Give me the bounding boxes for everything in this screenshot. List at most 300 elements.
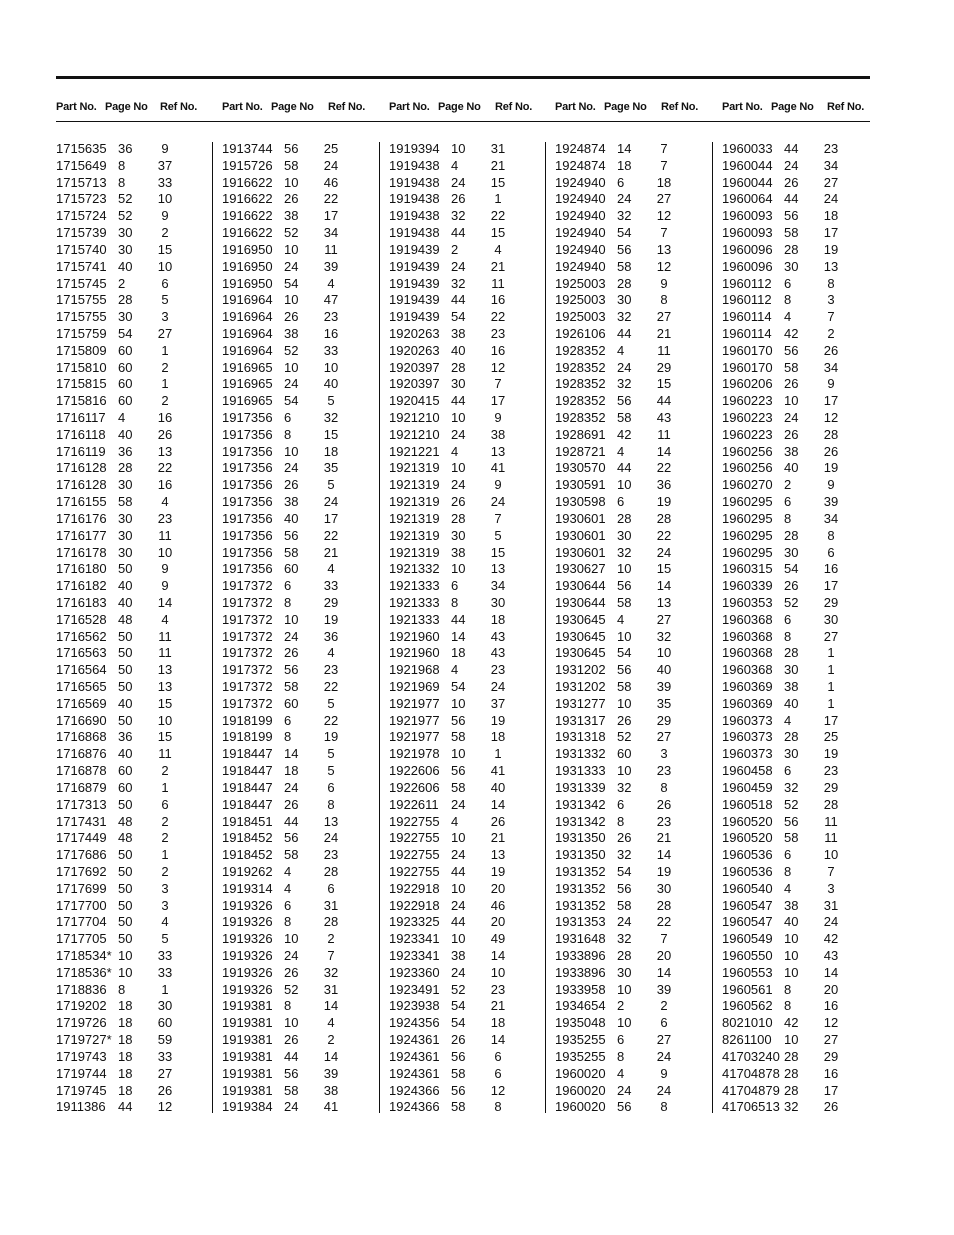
ref-number: 40 (323, 376, 339, 392)
page-number: 60 (118, 342, 133, 358)
page-number: 2 (617, 998, 625, 1014)
page-number: 58 (617, 594, 632, 610)
part-number: 1916622 (222, 208, 273, 224)
page-number: 10 (784, 393, 799, 409)
page-number: 32 (451, 275, 466, 291)
ref-number: 11 (657, 426, 671, 442)
part-number: 1920397 (389, 359, 440, 375)
ref-number: 2 (161, 393, 169, 409)
page-number: 60 (284, 561, 299, 577)
part-number: 1924361 (389, 1065, 440, 1081)
part-number: 1928721 (555, 443, 606, 459)
part-number: 1921977 (389, 729, 440, 745)
page-number: 60 (617, 746, 632, 762)
ref-number: 7 (494, 510, 502, 526)
ref-number: 9 (161, 578, 169, 594)
page-number: 58 (284, 544, 299, 560)
ref-number: 5 (327, 393, 335, 409)
part-number: 1960256 (722, 460, 773, 476)
page-number: 24 (284, 948, 299, 963)
ref-number: 27 (656, 729, 672, 745)
page-number: 6 (617, 494, 625, 510)
page-number: 56 (617, 241, 632, 257)
ref-number: 19 (656, 863, 672, 879)
part-number: 1931648 (555, 931, 606, 947)
ref-number: 15 (323, 426, 339, 442)
ref-number: 8 (494, 1099, 502, 1115)
ref-number: 34 (823, 359, 839, 375)
ref-number: 46 (490, 897, 506, 913)
ref-number: 30 (490, 594, 506, 610)
page-number: 52 (784, 796, 799, 812)
part-number: 1916964 (222, 342, 273, 358)
ref-number: 17 (323, 208, 339, 224)
column-divider (545, 142, 546, 1113)
ref-number: 11 (158, 527, 172, 543)
ref-number: 31 (323, 897, 339, 913)
part-number: 41703240 (722, 1048, 780, 1064)
page-number: 48 (118, 830, 133, 846)
ref-number: 24 (656, 1082, 672, 1098)
part-number: 1931342 (555, 796, 606, 812)
page-number: 4 (284, 880, 292, 896)
part-number: 1960520 (722, 830, 773, 846)
page-number: 42 (617, 426, 632, 442)
ref-number: 13 (323, 813, 339, 829)
part-number: 41704879 (722, 1082, 780, 1098)
ref-number: 37 (490, 695, 506, 711)
page-number: 36 (118, 443, 133, 459)
page-number: 8 (451, 594, 459, 610)
page-number: 24 (451, 796, 466, 812)
ref-number: 19 (656, 494, 672, 510)
page-number: 50 (118, 679, 133, 694)
ref-number: 14 (823, 964, 839, 980)
part-number: 1925003 (555, 275, 606, 291)
page-number: 24 (284, 376, 299, 392)
ref-number: 23 (656, 763, 672, 779)
page-number: 56 (784, 813, 799, 829)
part-number: 1960368 (722, 662, 773, 678)
page-number: 6 (784, 611, 792, 627)
part-number: 1919326 (222, 897, 273, 913)
page-number: 10 (784, 964, 799, 980)
part-number: 1919439 (389, 309, 440, 325)
ref-number: 36 (323, 628, 339, 644)
page-number: 18 (118, 1082, 133, 1098)
ref-number: 10 (656, 645, 672, 661)
part-number: 1918447 (222, 763, 273, 779)
page-number: 4 (118, 410, 126, 425)
part-number: 1928691 (555, 426, 606, 442)
column-divider (379, 142, 380, 1113)
ref-number: 1 (494, 746, 502, 762)
page-number: 36 (118, 141, 133, 156)
ref-number: 7 (660, 141, 668, 156)
ref-number: 21 (490, 998, 506, 1014)
part-number: 1960096 (722, 241, 773, 257)
part-number: 1921210 (389, 410, 440, 425)
ref-number: 35 (656, 695, 672, 711)
page-number: 58 (617, 410, 632, 425)
page-number: 10 (284, 443, 299, 459)
ref-number: 13 (157, 443, 173, 459)
page-number: 58 (118, 494, 133, 510)
ref-number: 39 (323, 1065, 339, 1081)
part-number: 1718536* (56, 964, 112, 980)
part-number: 1933958 (555, 981, 606, 997)
part-number: 1916950 (222, 258, 273, 274)
page-number: 10 (451, 880, 466, 896)
page-number: 30 (118, 510, 133, 526)
header-part: Part No. (56, 101, 97, 113)
ref-number: 11 (824, 813, 838, 829)
ref-number: 12 (490, 359, 506, 375)
part-number: 1924361 (389, 1048, 440, 1064)
part-number: 1716182 (56, 578, 107, 594)
header-page: Page No (105, 101, 148, 113)
page-number: 10 (284, 1015, 299, 1031)
page-number: 4 (451, 157, 459, 173)
page-number: 18 (617, 157, 632, 173)
page-number: 10 (617, 981, 632, 997)
ref-number: 8 (827, 275, 835, 291)
page-number: 38 (284, 494, 299, 510)
ref-number: 29 (823, 594, 839, 610)
page-number: 6 (617, 796, 625, 812)
ref-number: 7 (660, 225, 668, 241)
part-number: 1931350 (555, 830, 606, 846)
page-number: 24 (617, 191, 632, 207)
page-number: 58 (784, 830, 799, 846)
header-part: Part No. (389, 101, 430, 113)
part-number: 1919381 (222, 1048, 273, 1064)
ref-number: 7 (494, 376, 502, 392)
part-number: 1930627 (555, 561, 606, 577)
part-number: 1960093 (722, 225, 773, 241)
ref-number: 21 (490, 157, 506, 173)
part-number: 1919326 (222, 964, 273, 980)
page-number: 28 (617, 948, 632, 963)
part-number: 1960459 (722, 779, 773, 795)
part-number: 1716528 (56, 611, 107, 627)
page-number: 44 (284, 1048, 299, 1064)
ref-number: 15 (157, 241, 173, 257)
part-number: 1931352 (555, 880, 606, 896)
ref-number: 31 (823, 897, 839, 913)
part-number: 1916964 (222, 309, 273, 325)
page-number: 42 (784, 325, 799, 341)
ref-number: 29 (823, 779, 839, 795)
part-number: 1960114 (722, 325, 772, 341)
ref-number: 9 (494, 477, 502, 493)
ref-number: 18 (490, 729, 506, 745)
ref-number: 2 (161, 359, 169, 375)
part-number: 1960549 (722, 931, 773, 947)
part-number: 1960520 (722, 813, 773, 829)
part-number: 1715745 (56, 275, 107, 291)
part-number: 1931352 (555, 863, 606, 879)
page-number: 58 (617, 258, 632, 274)
part-number: 1924940 (555, 174, 606, 190)
page-number: 50 (118, 863, 133, 879)
part-number: 1930570 (555, 460, 606, 476)
page-number: 50 (118, 796, 133, 812)
ref-number: 38 (323, 1082, 339, 1098)
page-number: 30 (617, 527, 632, 543)
page-number: 24 (784, 410, 799, 425)
part-number: 1716878 (56, 763, 107, 779)
ref-number: 30 (656, 880, 672, 896)
page-number: 18 (118, 1048, 133, 1064)
ref-number: 23 (656, 813, 672, 829)
page-number: 10 (118, 948, 133, 963)
ref-number: 21 (656, 325, 672, 341)
part-number: 1919381 (222, 1015, 273, 1031)
page-number: 28 (451, 510, 466, 526)
page-number: 30 (118, 225, 133, 241)
part-number: 1917372 (222, 578, 273, 594)
part-number: 1960170 (722, 359, 773, 375)
page-number: 50 (118, 897, 133, 913)
page-number: 56 (284, 830, 299, 846)
part-number: 1935048 (555, 1015, 606, 1031)
page-number: 52 (284, 225, 299, 241)
ref-number: 2 (660, 998, 668, 1014)
page-number: 24 (451, 964, 466, 980)
page-number: 42 (784, 1015, 799, 1031)
part-number: 1916622 (222, 191, 273, 207)
part-number: 1715649 (56, 157, 107, 173)
ref-number: 34 (823, 510, 839, 526)
ref-number: 17 (823, 578, 839, 594)
part-number: 1921319 (389, 477, 440, 493)
part-number: 1917356 (222, 410, 273, 425)
ref-number: 29 (656, 359, 672, 375)
page-number: 26 (284, 191, 299, 207)
part-number: 1922606 (389, 763, 440, 779)
ref-number: 29 (656, 712, 672, 728)
ref-number: 11 (491, 275, 505, 291)
ref-number: 15 (656, 561, 672, 577)
part-number: 1919438 (389, 191, 440, 207)
page-number: 50 (118, 628, 133, 644)
ref-number: 9 (161, 208, 169, 224)
part-number: 1716183 (56, 594, 107, 610)
page-number: 4 (617, 443, 625, 459)
part-number: 1917356 (222, 561, 273, 577)
part-number: 1930644 (555, 594, 606, 610)
part-number: 1918447 (222, 779, 273, 795)
page-number: 58 (784, 359, 799, 375)
part-number: 1960373 (722, 746, 773, 762)
page-number: 26 (284, 309, 299, 325)
part-number: 1921969 (389, 679, 440, 694)
page-number: 8 (284, 594, 292, 610)
page-number: 30 (118, 544, 133, 560)
ref-number: 16 (157, 410, 173, 425)
part-number: 1928352 (555, 359, 606, 375)
page-number: 24 (451, 174, 466, 190)
part-number: 1924874 (555, 157, 606, 173)
ref-number: 15 (656, 376, 672, 392)
ref-number: 44 (656, 393, 672, 409)
part-number: 1716562 (56, 628, 107, 644)
ref-number: 15 (157, 695, 173, 711)
part-number: 1918452 (222, 847, 273, 863)
ref-number: 26 (823, 1099, 839, 1115)
part-number: 1960373 (722, 729, 773, 745)
ref-number: 2 (161, 763, 169, 779)
part-number: 1715759 (56, 325, 107, 341)
ref-number: 22 (656, 460, 672, 476)
page-number: 10 (284, 611, 299, 627)
page-number: 10 (284, 931, 299, 947)
part-number: 1919439 (389, 275, 440, 291)
part-number: 1933896 (555, 964, 606, 980)
part-number: 1922755 (389, 830, 440, 846)
ref-number: 40 (656, 662, 672, 678)
part-number: 1960550 (722, 948, 773, 963)
part-number: 1923491 (389, 981, 440, 997)
ref-number: 27 (656, 1032, 672, 1048)
page-number: 32 (617, 309, 632, 325)
page-number: 4 (617, 611, 625, 627)
part-number: 1917372 (222, 594, 273, 610)
ref-number: 43 (656, 410, 672, 425)
ref-number: 34 (323, 225, 339, 241)
page-number: 28 (784, 527, 799, 543)
part-number: 1719743 (56, 1048, 107, 1064)
ref-number: 2 (161, 863, 169, 879)
part-number: 1960547 (722, 897, 773, 913)
part-number: 1921333 (389, 594, 440, 610)
page-number: 28 (784, 1048, 799, 1064)
page-number: 26 (284, 964, 299, 980)
part-number: 1922755 (389, 847, 440, 863)
page-number: 28 (784, 1065, 799, 1081)
ref-number: 7 (660, 931, 668, 947)
part-number: 1916965 (222, 359, 273, 375)
ref-number: 6 (161, 796, 169, 812)
part-number: 1717449 (56, 830, 107, 846)
ref-number: 12 (157, 1099, 173, 1115)
part-number: 1919381 (222, 998, 273, 1014)
ref-number: 14 (490, 796, 506, 812)
page-number: 10 (284, 292, 299, 308)
ref-number: 13 (656, 241, 672, 257)
page-number: 52 (617, 729, 632, 745)
page-number: 32 (784, 779, 799, 795)
part-number: 1715724 (56, 208, 107, 224)
part-number: 1928352 (555, 376, 606, 392)
part-number: 1715741 (56, 258, 107, 274)
page-number: 10 (784, 948, 799, 963)
page-number: 26 (284, 477, 299, 493)
ref-number: 33 (323, 578, 339, 594)
page-number: 56 (784, 208, 799, 224)
ref-number: 11 (158, 628, 172, 644)
page-number: 40 (118, 258, 133, 274)
page-number: 28 (617, 275, 632, 291)
part-number: 1921221 (389, 443, 440, 459)
part-number: 1920397 (389, 376, 440, 392)
part-number: 1918452 (222, 830, 273, 846)
ref-number: 38 (490, 426, 506, 442)
page-number: 44 (617, 325, 632, 341)
ref-number: 23 (490, 325, 506, 341)
page-number: 50 (118, 931, 133, 947)
ref-number: 21 (323, 544, 339, 560)
part-number: 1717692 (56, 863, 107, 879)
ref-number: 28 (823, 796, 839, 812)
part-number: 1925003 (555, 292, 606, 308)
header-rule (56, 121, 870, 122)
header-ref: Ref No. (495, 101, 533, 113)
page-number: 32 (617, 376, 632, 392)
part-number: 1930644 (555, 578, 606, 594)
page-number: 38 (284, 325, 299, 341)
part-number: 1717686 (56, 847, 107, 863)
part-number: 1921960 (389, 628, 440, 644)
part-number: 1935255 (555, 1048, 606, 1064)
page-number: 24 (451, 847, 466, 863)
ref-number: 39 (823, 494, 839, 510)
page-number: 8 (118, 981, 126, 997)
ref-number: 41 (490, 460, 506, 476)
ref-number: 20 (823, 981, 839, 997)
part-number: 1919262 (222, 863, 273, 879)
page-number: 30 (118, 241, 133, 257)
part-number: 1920415 (389, 393, 440, 409)
ref-number: 26 (490, 813, 506, 829)
part-number: 1917356 (222, 460, 273, 476)
ref-number: 1 (827, 662, 835, 678)
page-number: 26 (784, 376, 799, 392)
part-number: 1922918 (389, 880, 440, 896)
ref-number: 3 (660, 746, 668, 762)
page-number: 44 (284, 813, 299, 829)
part-number: 1916965 (222, 393, 273, 409)
part-number: 1931202 (555, 662, 606, 678)
part-number: 1716690 (56, 712, 107, 728)
ref-number: 14 (157, 594, 173, 610)
page-number: 54 (451, 998, 466, 1014)
part-number: 1922918 (389, 897, 440, 913)
ref-number: 33 (157, 174, 173, 190)
ref-number: 27 (656, 191, 672, 207)
part-number: 1715740 (56, 241, 107, 257)
ref-number: 1 (161, 779, 169, 795)
page-number: 10 (284, 174, 299, 190)
part-number: 1716563 (56, 645, 107, 661)
part-number: 1960223 (722, 410, 773, 425)
page-number: 56 (284, 662, 299, 678)
part-number: 1715739 (56, 225, 107, 241)
page-number: 32 (617, 779, 632, 795)
page-number: 10 (784, 931, 799, 947)
part-number: 1922755 (389, 813, 440, 829)
part-number: 1919326 (222, 931, 273, 947)
ref-number: 24 (490, 494, 506, 510)
ref-number: 23 (490, 981, 506, 997)
part-number: 1930645 (555, 628, 606, 644)
part-number: 1923325 (389, 914, 440, 930)
part-number: 1919438 (389, 208, 440, 224)
part-number: 1919314 (222, 880, 273, 896)
ref-number: 22 (656, 914, 672, 930)
ref-number: 21 (490, 830, 506, 846)
